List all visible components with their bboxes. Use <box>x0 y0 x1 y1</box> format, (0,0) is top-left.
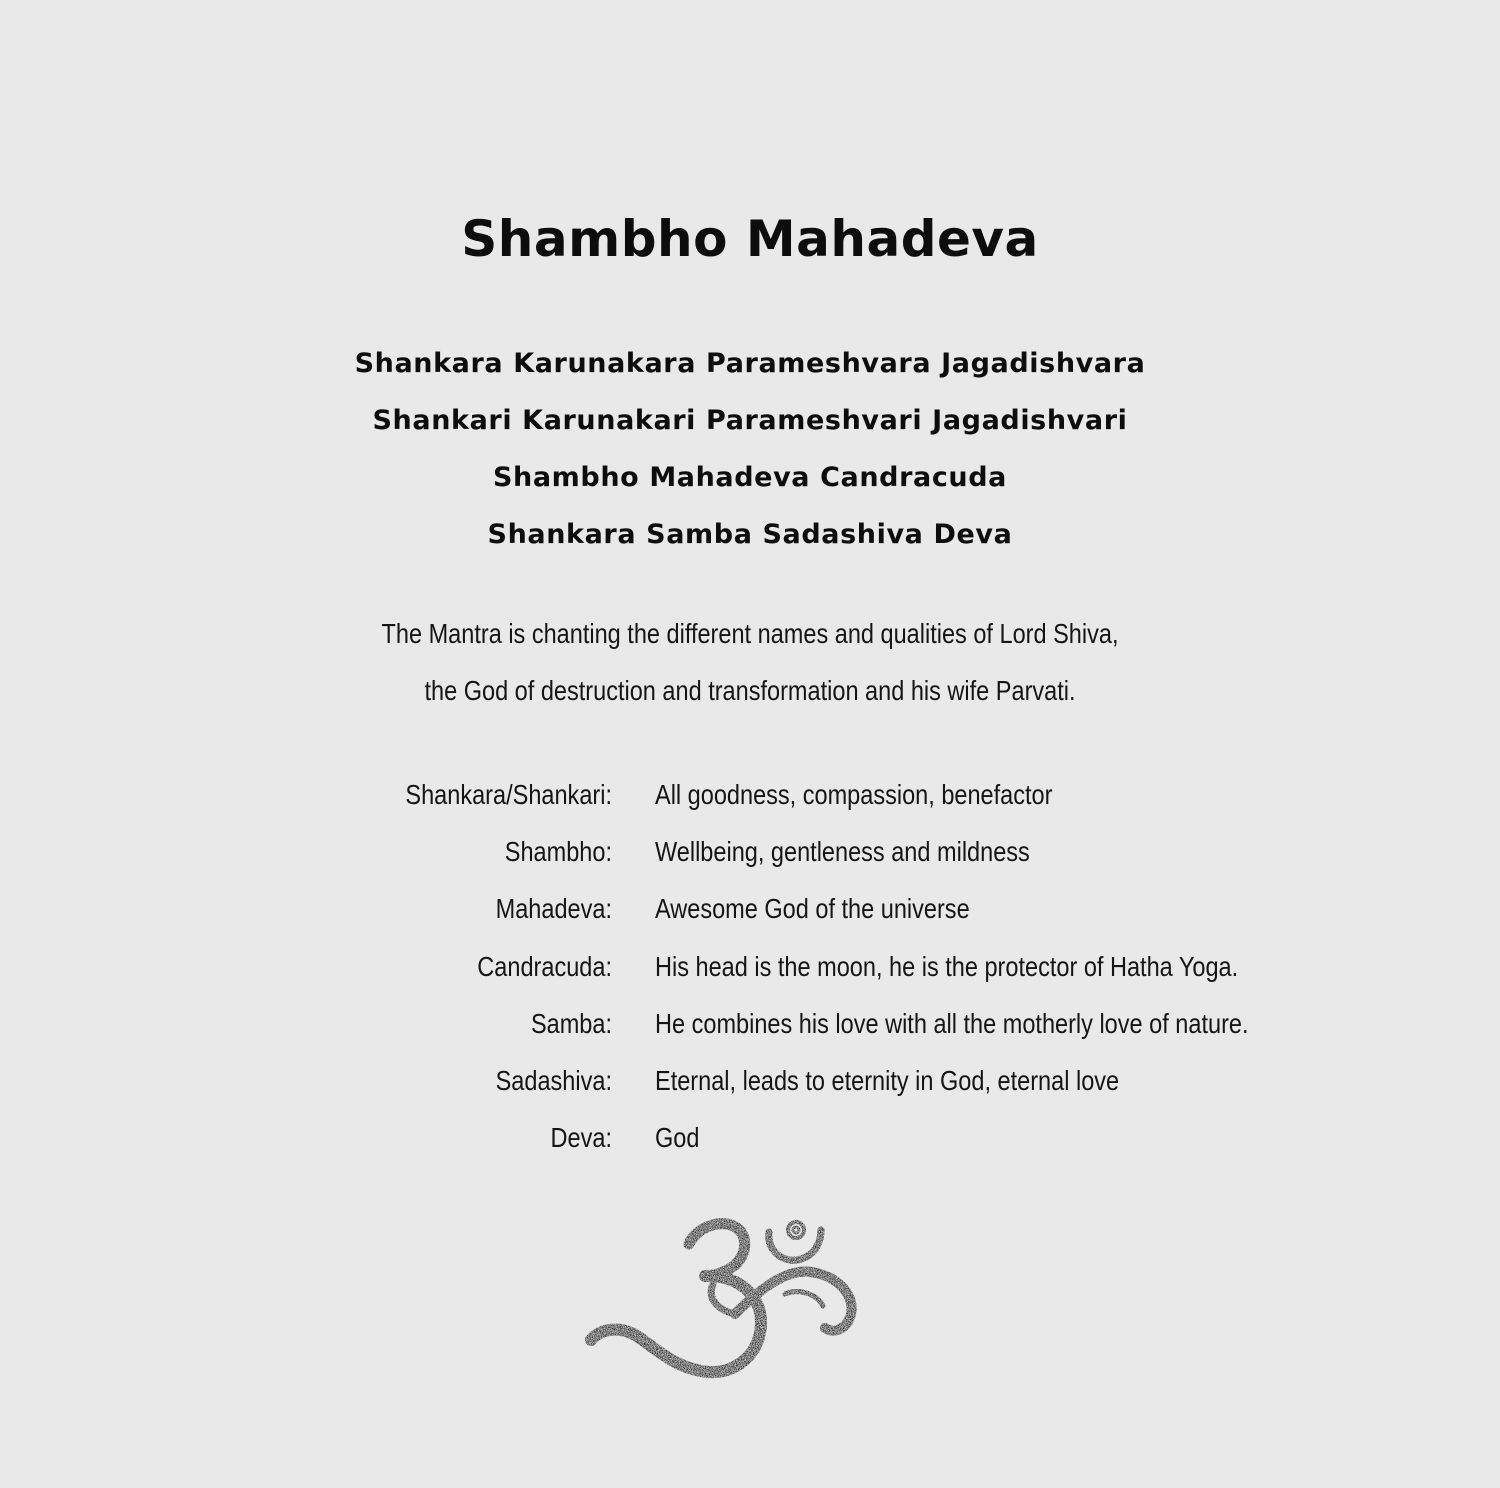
glossary-row <box>0 1109 1500 1166</box>
description-block <box>0 605 1500 719</box>
glossary-term: Sadashiva: <box>495 1064 612 1096</box>
glossary-list <box>0 766 1500 1166</box>
glossary-definition: His head is the moon, he is the protector of Hatha Yoga. <box>655 950 1239 982</box>
mantra-line: Shankara Samba Sadashiva Deva <box>487 519 1013 550</box>
glossary-definition: Awesome God of the universe <box>655 893 970 925</box>
glossary-definition: All goodness, compassion, benefactor <box>655 779 1053 810</box>
mantra-block <box>0 335 1500 563</box>
mantra-line: Shankara Karunakara Parameshvara Jagadishvara <box>354 348 1146 379</box>
glossary-row <box>0 995 1500 1052</box>
glossary-term: Deva: <box>550 1122 612 1154</box>
mantra-line: Shambho Mahadeva Candracuda <box>493 462 1007 493</box>
glossary-row <box>0 880 1500 937</box>
glossary-term: Shambho: <box>504 836 612 868</box>
glossary-definition: He combines his love with all the motherly love of nature. <box>655 1007 1249 1039</box>
glossary-row <box>0 1052 1500 1109</box>
glossary-row <box>0 823 1500 880</box>
page-title: Shambho Mahadeva <box>461 210 1039 268</box>
description-line: the God of destruction and transformation and his wife Parvati. <box>424 675 1076 706</box>
glossary-term: Samba: <box>530 1007 612 1039</box>
glossary-definition: God <box>655 1122 700 1154</box>
glossary-term: Candracuda: <box>477 950 612 982</box>
glossary-definition: Wellbeing, gentleness and mildness <box>655 836 1030 868</box>
om-icon <box>585 1210 865 1385</box>
glossary-row <box>0 938 1500 995</box>
glossary-term: Shankara/Shankari: <box>405 779 612 810</box>
mantra-line: Shankari Karunakari Parameshvari Jagadishvari <box>372 405 1128 436</box>
glossary-definition: Eternal, leads to eternity in God, eternal love <box>655 1064 1120 1096</box>
description-line: The Mantra is chanting the different names and qualities of Lord Shiva, <box>381 618 1119 649</box>
glossary-row <box>0 766 1500 823</box>
glossary-term: Mahadeva: <box>495 893 612 925</box>
